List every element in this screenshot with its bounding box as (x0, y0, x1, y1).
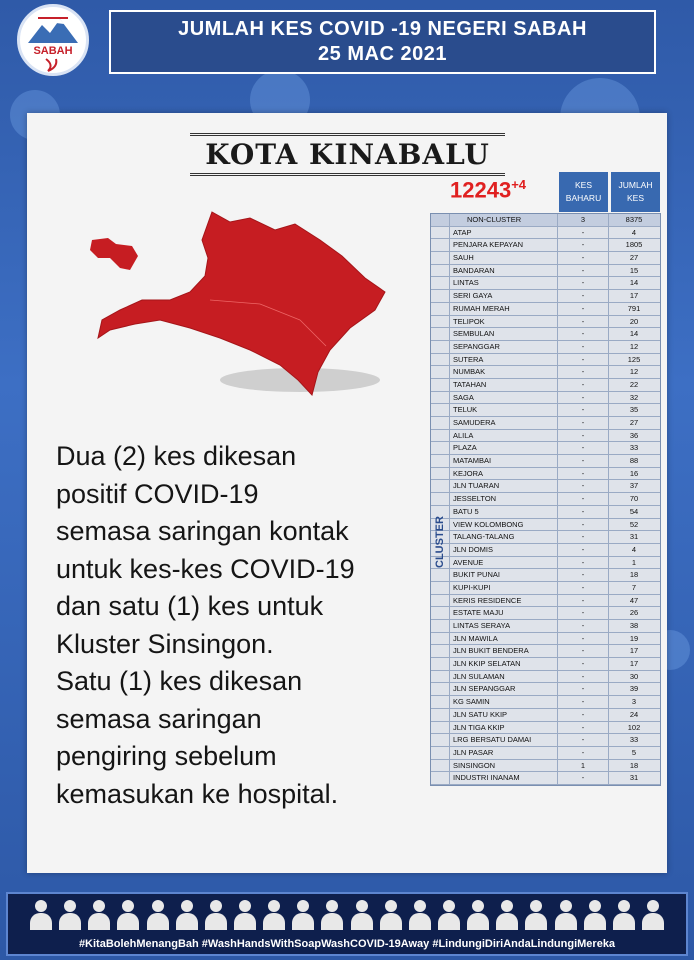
table-row (431, 772, 660, 785)
row-new: - (581, 240, 585, 250)
row-name: JLN MAWILA (453, 633, 498, 643)
table-row (431, 595, 660, 608)
row-new: - (581, 608, 585, 618)
row-total: 17 (629, 646, 639, 656)
row-name: NON-CLUSTER (467, 215, 522, 224)
row-total: 31 (629, 532, 639, 542)
row-total: 19 (629, 633, 639, 643)
row-name: AVENUE (453, 557, 484, 567)
row-total: 52 (629, 519, 639, 529)
person-figure-icon (525, 900, 547, 930)
row-total: 26 (629, 608, 639, 618)
table-row (431, 696, 660, 709)
row-new: - (581, 354, 585, 364)
description-line: positif COVID-19 (56, 478, 259, 509)
table-row (431, 354, 660, 367)
row-new: - (581, 253, 585, 263)
row-new: - (581, 392, 585, 402)
row-total: 17 (629, 659, 639, 669)
row-name: JLN TIGA KKIP (453, 722, 505, 732)
row-total: 36 (629, 430, 639, 440)
person-figure-icon (467, 900, 489, 930)
row-total: 16 (629, 468, 639, 478)
table-row-non-cluster (431, 214, 660, 227)
cluster-label (434, 516, 448, 600)
description (56, 438, 426, 813)
description-line: dan satu (1) kes untuk (56, 591, 324, 621)
total-cases (450, 177, 526, 203)
row-total: 22 (629, 379, 639, 389)
table-row (431, 480, 660, 493)
row-name: RUMAH MERAH (453, 303, 510, 313)
person-figure-icon (380, 900, 402, 930)
row-total: 1805 (625, 240, 643, 250)
row-new: - (581, 735, 585, 745)
description-line: Satu (1) kes dikesan (56, 666, 303, 696)
row-name: ESTATE MAJU (453, 608, 504, 618)
row-new: - (581, 265, 585, 275)
table-row (431, 569, 660, 582)
row-name: LRG BERSATU DAMAI (453, 735, 532, 745)
row-name: SINSINGON (453, 760, 496, 770)
row-new: - (581, 709, 585, 719)
description-line: untuk kes-kes COVID-19 (56, 553, 355, 584)
row-name: JLN SEPANGGAR (453, 684, 516, 694)
row-name: BUKIT PUNAI (453, 570, 500, 580)
row-name: JLN TUARAN (453, 481, 500, 491)
table-grid-line (557, 214, 558, 785)
row-name: BATU 5 (453, 506, 479, 516)
table-row (431, 468, 660, 481)
row-total: 12 (629, 341, 639, 351)
row-new: - (581, 582, 585, 592)
table-row (431, 455, 660, 468)
description-line: Kluster Sinsingon. (56, 628, 274, 659)
person-figure-icon (176, 900, 198, 930)
row-name: SEMBULAN (453, 329, 495, 339)
row-name: SAGA (453, 392, 474, 402)
row-name: BANDARAN (453, 265, 495, 275)
table-row (431, 544, 660, 557)
table-row (431, 277, 660, 290)
row-total: 24 (629, 709, 639, 719)
row-total: 33 (629, 443, 639, 453)
row-new: - (581, 595, 585, 605)
row-new: - (581, 519, 585, 529)
row-total: 15 (629, 265, 639, 275)
row-new: - (581, 633, 585, 643)
table-grid-line (449, 214, 450, 785)
person-figure-icon (321, 900, 343, 930)
row-new: - (581, 341, 585, 351)
row-name: KERIS RESIDENCE (453, 595, 522, 605)
row-new: - (581, 621, 585, 630)
table-row (431, 303, 660, 316)
row-new: - (581, 722, 585, 732)
table-row (431, 582, 660, 595)
table-grid-line (608, 214, 609, 785)
row-total: 33 (629, 735, 639, 745)
table-row (431, 379, 660, 392)
row-name: JLN PASAR (453, 747, 494, 757)
row-name: TELIPOK (453, 316, 485, 326)
person-figure-icon (205, 900, 227, 930)
row-total: 14 (629, 329, 639, 339)
person-figure-icon (263, 900, 285, 930)
row-total: 1 (631, 557, 637, 567)
row-new: - (581, 316, 585, 326)
row-name: JLN SATU KKIP (453, 709, 508, 719)
col-header-new: KES BAHARU (559, 172, 608, 212)
row-total: 39 (629, 684, 639, 694)
person-figure-icon (234, 900, 256, 930)
row-name: JLN KKIP SELATAN (453, 659, 521, 669)
person-figure-icon (30, 900, 52, 930)
col-header-total: JUMLAH KES (611, 172, 660, 212)
person-figure-icon (147, 900, 169, 930)
row-new: - (581, 684, 585, 694)
sabah-logo (17, 4, 89, 76)
row-new: - (581, 506, 585, 516)
table-row (431, 519, 660, 532)
table-row (431, 366, 660, 379)
row-new: - (581, 481, 585, 491)
table-row (431, 417, 660, 430)
row-name: INDUSTRI INANAM (453, 773, 520, 783)
row-name: KG SAMIN (453, 697, 490, 707)
row-total: 14 (629, 278, 639, 288)
row-total: 27 (629, 253, 639, 263)
row-total: 37 (629, 481, 639, 491)
row-new: 1 (580, 760, 586, 770)
row-name: JLN SULAMAN (453, 671, 505, 681)
district-title: KOTA KINABALU (190, 133, 505, 176)
table-row (431, 709, 660, 722)
row-name: ALILA (453, 430, 474, 440)
row-new: - (581, 418, 585, 427)
row-name: SAMUDERA (453, 418, 496, 427)
row-name: TALANG-TALANG (453, 532, 515, 542)
row-total: 18 (629, 570, 639, 580)
row-new: - (581, 379, 585, 389)
row-total: 102 (627, 722, 641, 732)
row-total: 17 (629, 291, 639, 301)
row-total: 32 (629, 392, 639, 402)
person-figure-icon (117, 900, 139, 930)
row-new: - (581, 773, 585, 783)
row-new: - (581, 697, 585, 707)
row-new: - (581, 278, 585, 288)
row-new: 3 (580, 215, 586, 224)
description-line: Dua (2) kes dikesan (56, 441, 297, 471)
table-row (431, 683, 660, 696)
table-row (431, 722, 660, 735)
row-total: 20 (629, 316, 639, 326)
table-row (431, 404, 660, 417)
table-header (559, 172, 661, 212)
table-row (431, 531, 660, 544)
row-new: - (581, 494, 585, 504)
row-name: VIEW KOLOMBONG (453, 519, 524, 529)
row-name: JLN BUKIT BENDERA (453, 646, 529, 656)
row-name: ATAP (453, 227, 472, 237)
people-figures (30, 900, 664, 934)
row-name: PENJARA KEPAYAN (453, 240, 524, 250)
table-row (431, 760, 660, 773)
person-figure-icon (496, 900, 518, 930)
table-row (431, 430, 660, 443)
total-value: 12243 (450, 177, 512, 203)
row-name: LINTAS (453, 278, 479, 288)
row-new: - (581, 367, 585, 377)
table-row (431, 557, 660, 570)
title-banner (109, 10, 656, 74)
row-name: MATAMBAI (453, 456, 492, 466)
row-total: 38 (629, 621, 639, 630)
row-new: - (581, 291, 585, 301)
row-name: KUPI-KUPI (453, 582, 491, 592)
row-total: 30 (629, 671, 639, 681)
table-row (431, 239, 660, 252)
table-row (431, 328, 660, 341)
row-total: 12 (629, 367, 639, 377)
description-line: semasa saringan (56, 703, 262, 734)
row-total: 70 (629, 494, 639, 504)
row-name: JESSELTON (453, 494, 497, 504)
row-total: 5 (631, 747, 637, 757)
row-new: - (581, 747, 585, 757)
table-row (431, 290, 660, 303)
table-row (431, 607, 660, 620)
table-row (431, 506, 660, 519)
row-total: 4 (631, 544, 637, 554)
table-row (431, 227, 660, 240)
table-row (431, 265, 660, 278)
row-name: KEJORA (453, 468, 484, 478)
row-name: JLN DOMIS (453, 544, 494, 554)
row-total: 88 (629, 456, 639, 466)
description-line: kemasukan ke hospital. (56, 778, 339, 809)
table-row (431, 392, 660, 405)
row-new: - (581, 646, 585, 656)
row-name: SAUH (453, 253, 474, 263)
table-row (431, 633, 660, 646)
person-figure-icon (59, 900, 81, 930)
table-row (431, 620, 660, 633)
row-name: TATAHAN (453, 379, 487, 389)
person-figure-icon (555, 900, 577, 930)
table-row (431, 341, 660, 354)
row-new: - (581, 468, 585, 478)
row-new: - (581, 405, 585, 415)
total-increase: +4 (511, 177, 527, 192)
person-figure-icon (584, 900, 606, 930)
row-new: - (581, 544, 585, 554)
row-total: 3 (631, 697, 637, 707)
row-name: LINTAS SERAYA (453, 621, 511, 630)
row-total: 791 (627, 303, 641, 313)
logo-text: SABAH (33, 45, 73, 57)
person-figure-icon (642, 900, 664, 930)
row-new: - (581, 532, 585, 542)
row-new: - (581, 557, 585, 567)
person-figure-icon (613, 900, 635, 930)
row-new: - (581, 227, 585, 237)
hashtags: #KitaBolehMenangBah #WashHandsWithSoapWashCOVID-19Away #LindungiDiriAndaLindungiMereka (78, 938, 616, 950)
row-new: - (581, 430, 585, 440)
table-row (431, 645, 660, 658)
title-date: 25 MAC 2021 (318, 43, 447, 65)
row-total: 27 (629, 418, 639, 427)
row-name: PLAZA (453, 443, 477, 453)
row-name: SERI GAYA (453, 291, 493, 301)
row-new: - (581, 303, 585, 313)
row-new: - (581, 443, 585, 453)
person-figure-icon (409, 900, 431, 930)
row-total: 18 (629, 760, 639, 770)
table-row (431, 493, 660, 506)
row-total: 8375 (625, 215, 643, 224)
table-row (431, 316, 660, 329)
row-total: 125 (627, 354, 641, 364)
row-new: - (581, 570, 585, 580)
row-new: - (581, 456, 585, 466)
row-new: - (581, 671, 585, 681)
row-name: SEPANGGAR (453, 341, 500, 351)
table-row (431, 442, 660, 455)
table-row (431, 734, 660, 747)
row-total: 4 (631, 227, 637, 237)
row-total: 7 (631, 582, 637, 592)
row-total: 31 (629, 773, 639, 783)
person-figure-icon (438, 900, 460, 930)
row-new: - (581, 659, 585, 669)
table-row (431, 671, 660, 684)
kota-kinabalu-map (80, 200, 410, 410)
footer-banner (6, 892, 688, 956)
row-total: 47 (629, 595, 639, 605)
row-total: 54 (629, 506, 639, 516)
table-row (431, 747, 660, 760)
table-row (431, 658, 660, 671)
person-figure-icon (292, 900, 314, 930)
person-figure-icon (351, 900, 373, 930)
row-name: TELUK (453, 405, 478, 415)
title-line1: JUMLAH KES COVID -19 NEGERI SABAH (178, 18, 587, 40)
table-row (431, 252, 660, 265)
description-line: pengiring sebelum (56, 741, 277, 771)
row-name: NUMBAK (453, 367, 486, 377)
person-figure-icon (88, 900, 110, 930)
row-name: SUTERA (453, 354, 484, 364)
description-line: semasa saringan kontak (56, 516, 349, 546)
row-new: - (581, 329, 585, 339)
cluster-table (430, 213, 661, 786)
cluster-label-text: CLUSTER (434, 516, 446, 568)
row-total: 35 (629, 405, 639, 415)
